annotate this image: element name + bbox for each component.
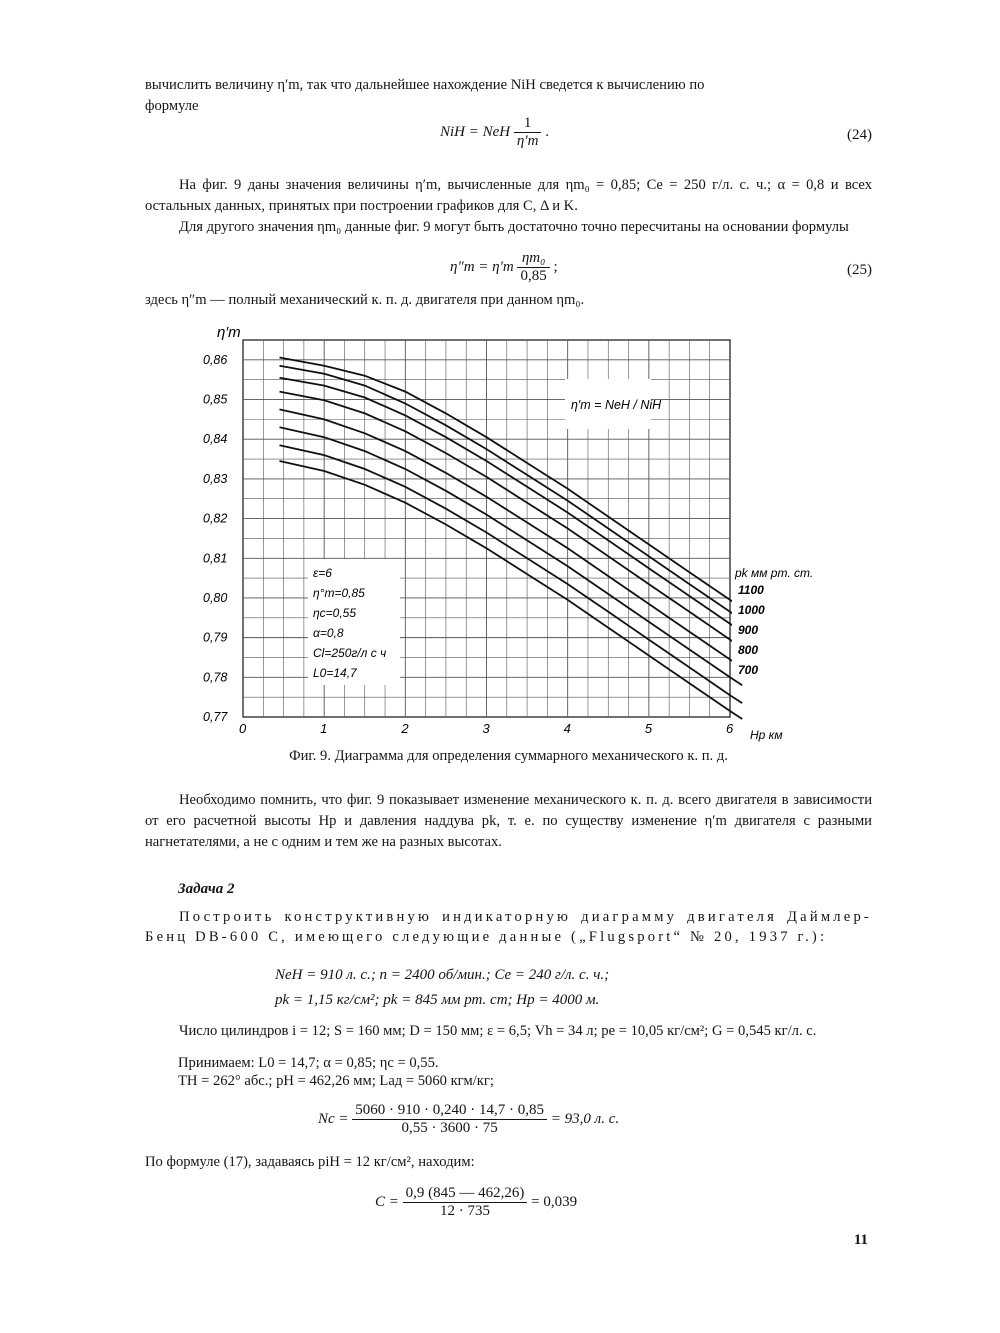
page-number: 11 bbox=[853, 1232, 868, 1248]
equation-24-number: (24) bbox=[847, 127, 872, 143]
param-item: L0=14,7 bbox=[313, 666, 357, 680]
paragraph-intro bbox=[145, 75, 872, 117]
param-item: Cl=250г/л с ч bbox=[313, 646, 387, 660]
eq24-numerator: 1 bbox=[523, 115, 532, 131]
figure-9-chart bbox=[195, 315, 815, 745]
param-item: α=0,8 bbox=[313, 626, 344, 640]
nc-fraction bbox=[352, 1102, 547, 1137]
series-label: 700 bbox=[738, 663, 759, 677]
eq24-denominator: η′m bbox=[514, 132, 542, 150]
paragraph-here: здесь η″m — полный механический к. п. д. двигателя при данном ηm₀. bbox=[145, 292, 585, 308]
equation-24: NiH = NeH $\frac{1}{\eta'm}$ . bbox=[440, 115, 549, 149]
y-tick-label: 0,77 bbox=[203, 710, 228, 724]
nc-result: = 93,0 л. с. bbox=[550, 1110, 620, 1127]
y-tick-label: 0,79 bbox=[203, 630, 228, 645]
intro-line-2: формуле bbox=[145, 98, 199, 114]
paragraph-note: Необходимо помнить, что фиг. 9 показывает изменение механического к. п. д. всего двигателя в зависимости от его расчетной высоты Hp и давления наддува pk, т. е. по существу изменение η′m двигателя с разными нагнетателями, а не с одним и тем же на разных высотах. bbox=[145, 792, 872, 850]
y-tick-label: 0,83 bbox=[203, 471, 228, 486]
c-denominator: 12 · 735 bbox=[403, 1202, 528, 1220]
data-line-1: NeH = 910 л. с.; n = 2400 об/мин.; Ce = 240 г/л. с. ч.; bbox=[275, 967, 610, 983]
x-tick-label: 0 bbox=[239, 721, 247, 736]
x-tick-label: 5 bbox=[644, 721, 653, 736]
eq25-fraction bbox=[517, 250, 549, 285]
y-tick-label: 0,85 bbox=[203, 392, 228, 407]
series-header: pk мм рт. ст. bbox=[735, 566, 814, 580]
paragraph-th: TH = 262° абс.; pH = 462,26 мм; Lад = 5060 кгм/кг; bbox=[178, 1073, 494, 1089]
intro-line-1: вычислить величину η′m, так что дальнейшее нахождение NiH сведется к вычислению по bbox=[145, 77, 705, 93]
eq24-fraction bbox=[514, 115, 542, 150]
eq25-denominator: 0,85 bbox=[517, 267, 549, 285]
param-item: ε=6 bbox=[313, 566, 332, 580]
task-title: Задача 2 bbox=[178, 881, 235, 897]
x-tick-label: 2 bbox=[401, 721, 409, 736]
paragraph-formula-17: По формуле (17), задаваясь piH = 12 кг/см², находим: bbox=[145, 1154, 475, 1170]
param-item: η°m=0,85 bbox=[313, 586, 365, 600]
figure-caption: Фиг. 9. Диаграмма для определения суммарного механического к. п. д. bbox=[289, 748, 728, 764]
eq25-tail: ; bbox=[553, 258, 558, 275]
y-tick-label: 0,81 bbox=[203, 551, 228, 566]
x-tick-label: 6 bbox=[726, 721, 734, 736]
eq25-numerator: ηm₀ bbox=[521, 250, 546, 266]
c-numerator: 0,9 (845 — 462,26) bbox=[405, 1185, 525, 1201]
series-label: 900 bbox=[738, 623, 759, 637]
eq24-lhs: NiH = NeH bbox=[440, 123, 511, 140]
equation-c bbox=[375, 1185, 577, 1220]
eq25-lhs: η″m = η′m bbox=[450, 258, 514, 275]
c-result: = 0,039 bbox=[531, 1193, 578, 1210]
y-tick-label: 0,80 bbox=[203, 590, 228, 605]
data-line-2: pk = 1,15 кг/см²; pk = 845 мм рт. ст; Hp = 4000 м. bbox=[275, 992, 600, 1008]
y-axis-label: η′m bbox=[217, 324, 241, 341]
param-item: ηc=0,55 bbox=[313, 606, 357, 620]
equation-25 bbox=[450, 250, 558, 285]
x-tick-label: 1 bbox=[320, 721, 328, 736]
nc-numerator: 5060 · 910 · 0,240 · 14,7 · 0,85 bbox=[355, 1102, 545, 1118]
series-label: 800 bbox=[738, 643, 759, 657]
x-axis-label: Hp км bbox=[750, 728, 783, 742]
y-tick-label: 0,82 bbox=[203, 511, 228, 526]
paragraph-cylinders: Число цилиндров i = 12; S = 160 мм; D = 150 мм; ε = 6,5; Vh = 34 л; pe = 10,05 кг/см²; G = 0,545 кг/л. с. bbox=[179, 1023, 817, 1039]
x-tick-label: 3 bbox=[482, 721, 490, 736]
c-lhs: C = bbox=[375, 1193, 399, 1210]
paragraph-fig9-values: На фиг. 9 даны значения величины η′m, вычисленные для ηm₀ = 0,85; Ce = 250 г/л. с. ч.; α = 0,8 и всех остальных данных, принятых при построении графиков для C, Δ и K. bbox=[145, 177, 872, 214]
nc-lhs: Nc = bbox=[318, 1110, 349, 1127]
paragraph-recalc: Для другого значения ηm₀ данные фиг. 9 могут быть достаточно точно пересчитаны на основании формулы bbox=[179, 219, 849, 235]
nc-denominator: 0,55 · 3600 · 75 bbox=[352, 1119, 547, 1137]
series-label: 1000 bbox=[738, 603, 765, 617]
formula-label: η′m = NeH / NiH bbox=[571, 398, 662, 412]
series-label: 1100 bbox=[738, 583, 764, 597]
equation-25-number: (25) bbox=[847, 262, 872, 278]
x-tick-label: 4 bbox=[563, 721, 571, 736]
paragraph-assume: Принимаем: L0 = 14,7; α = 0,85; ηc = 0,55. bbox=[178, 1055, 439, 1071]
y-tick-label: 0,78 bbox=[203, 670, 228, 685]
c-fraction bbox=[403, 1185, 528, 1220]
equation-nc bbox=[318, 1102, 619, 1137]
y-tick-label: 0,86 bbox=[203, 352, 228, 367]
paragraph-task-2: Построить конструктивную индикаторную диаграмму двигателя Даймлер-Бенц DB-600 C, имеющего следующие данные („Flugsport“ № 20, 1937 г.): bbox=[145, 909, 872, 945]
y-tick-label: 0,84 bbox=[203, 432, 228, 447]
